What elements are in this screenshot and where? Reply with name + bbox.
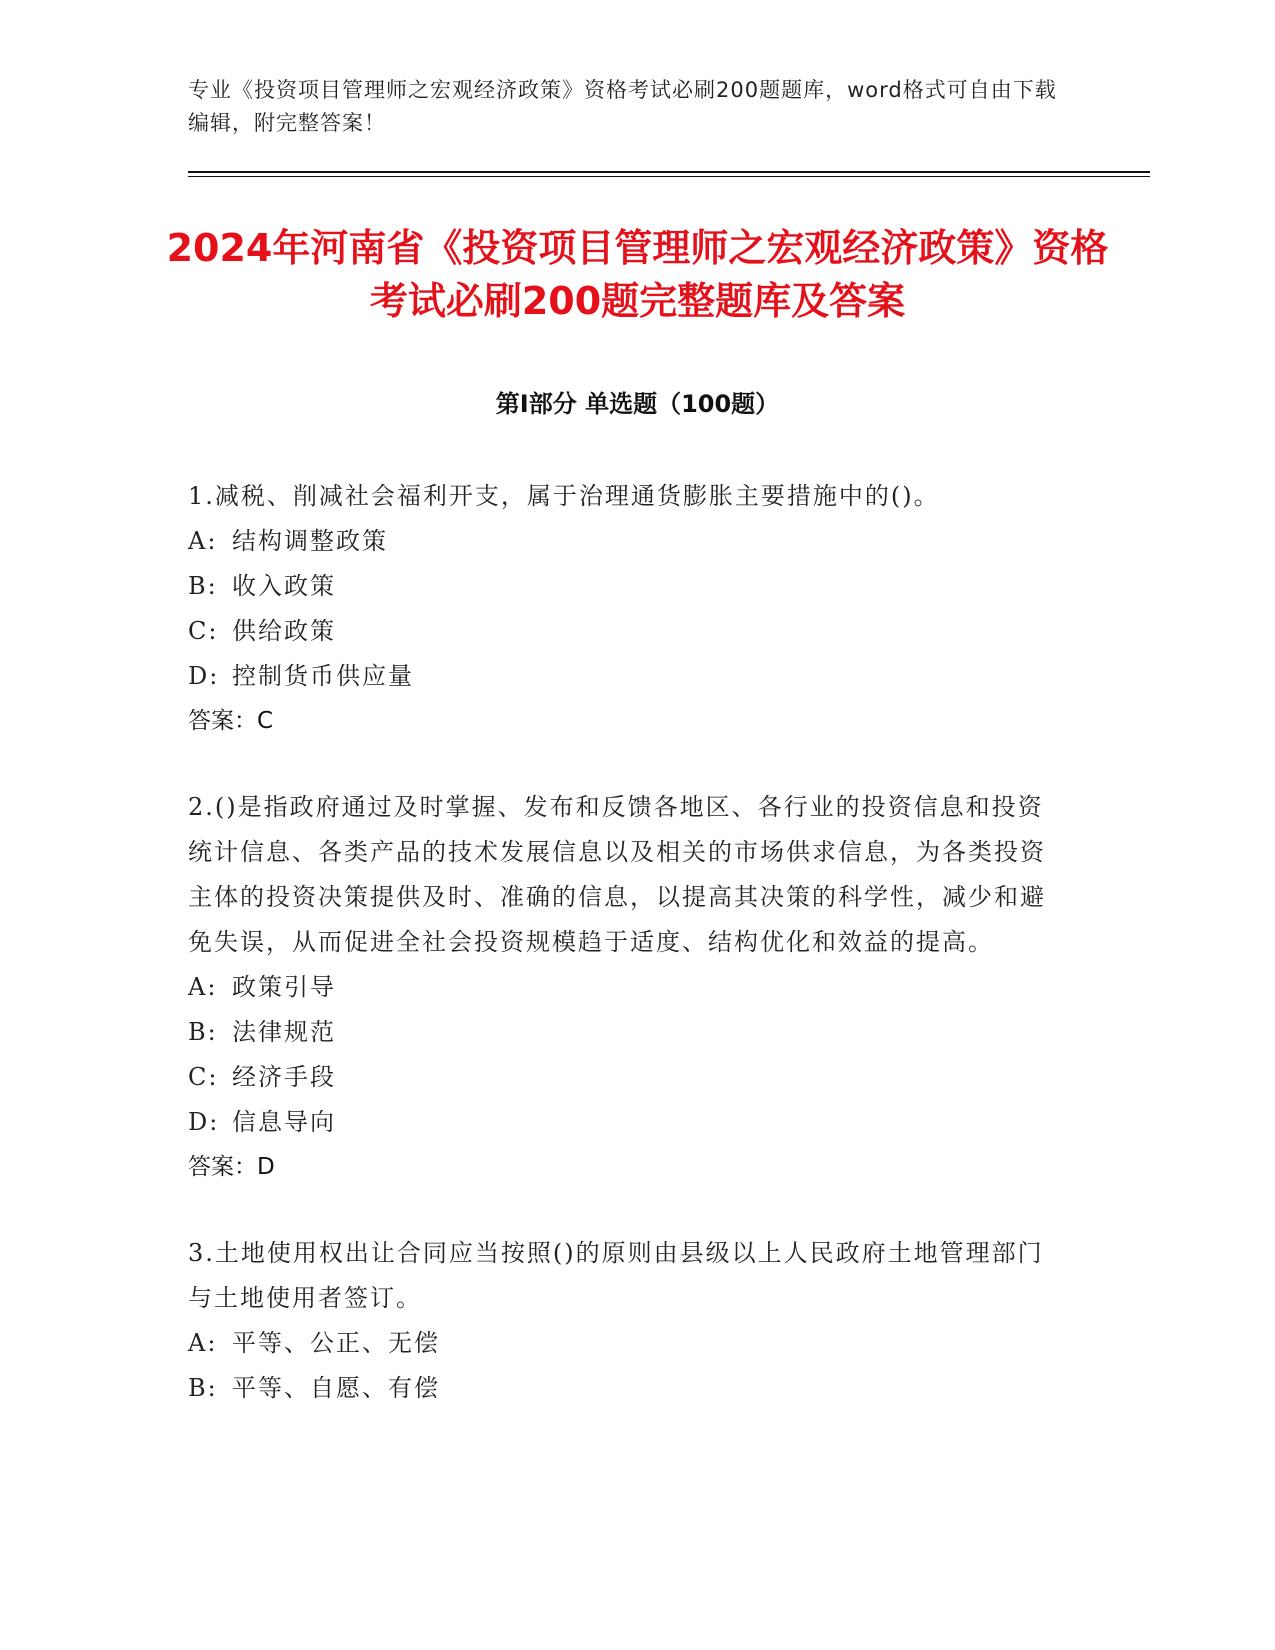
option-letter: A:: [188, 527, 218, 555]
option-a: [188, 965, 1068, 1010]
option-b: [188, 564, 1068, 609]
option-a: [188, 519, 1068, 564]
section-title: 第Ⅰ部分 单选题（100题）: [495, 390, 780, 418]
option-text: 法律规范: [232, 1018, 336, 1046]
option-c: [188, 1055, 1068, 1100]
option-text: 平等、自愿、有偿: [232, 1374, 440, 1402]
option-letter: D:: [188, 1108, 220, 1136]
header-divider-bottom: [188, 176, 1150, 177]
option-b: [188, 1010, 1068, 1055]
option-text: 政策引导: [232, 973, 336, 1001]
header-divider-top: [188, 171, 1150, 173]
option-letter: B:: [188, 1374, 218, 1402]
option-text: 信息导向: [232, 1108, 336, 1136]
option-text: 经济手段: [232, 1063, 336, 1091]
option-a: [188, 1321, 1068, 1366]
option-letter: C:: [188, 1063, 219, 1091]
option-d: [188, 1100, 1068, 1145]
question-stem: 2.()是指政府通过及时掌握、发布和反馈各地区、各行业的投资信息和投资统计信息、各类产品的技术发展信息以及相关的市场供求信息，为各类投资主体的投资决策提供及时、准确的信息，以提高其决策的科学性，减少和避免失误，从而促进全社会投资规模趋于适度、结构优化和效益的提高。: [188, 793, 1046, 956]
option-letter: C:: [188, 617, 219, 645]
question-item: [188, 785, 1068, 1190]
option-text: 控制货币供应量: [232, 662, 414, 690]
option-text: 供给政策: [232, 617, 336, 645]
option-letter: B:: [188, 1018, 218, 1046]
option-letter: D:: [188, 662, 220, 690]
question-list: [188, 474, 1068, 1452]
option-b: [188, 1366, 1068, 1411]
header-note: 专业《投资项目管理师之宏观经济政策》资格考试必刷200题题库，word格式可自由下载编辑，附完整答案！: [188, 78, 1057, 135]
question-stem: 1.减税、削减社会福利开支，属于治理通货膨胀主要措施中的()。: [188, 482, 940, 510]
option-letter: A:: [188, 973, 218, 1001]
option-c: [188, 609, 1068, 654]
option-letter: A:: [188, 1329, 218, 1357]
option-text: 结构调整政策: [232, 527, 388, 555]
question-item: [188, 1231, 1068, 1411]
answer: 答案：C: [188, 708, 274, 734]
option-text: 收入政策: [232, 572, 336, 600]
question-item: [188, 474, 1068, 744]
document-title: 2024年河南省《投资项目管理师之宏观经济政策》资格考试必刷200题完整题库及答案: [166, 226, 1109, 323]
answer: 答案：D: [188, 1154, 275, 1180]
option-letter: B:: [188, 572, 218, 600]
option-text: 平等、公正、无偿: [232, 1329, 440, 1357]
question-stem: 3.土地使用权出让合同应当按照()的原则由县级以上人民政府土地管理部门与土地使用者签订。: [188, 1239, 1044, 1312]
option-d: [188, 654, 1068, 699]
